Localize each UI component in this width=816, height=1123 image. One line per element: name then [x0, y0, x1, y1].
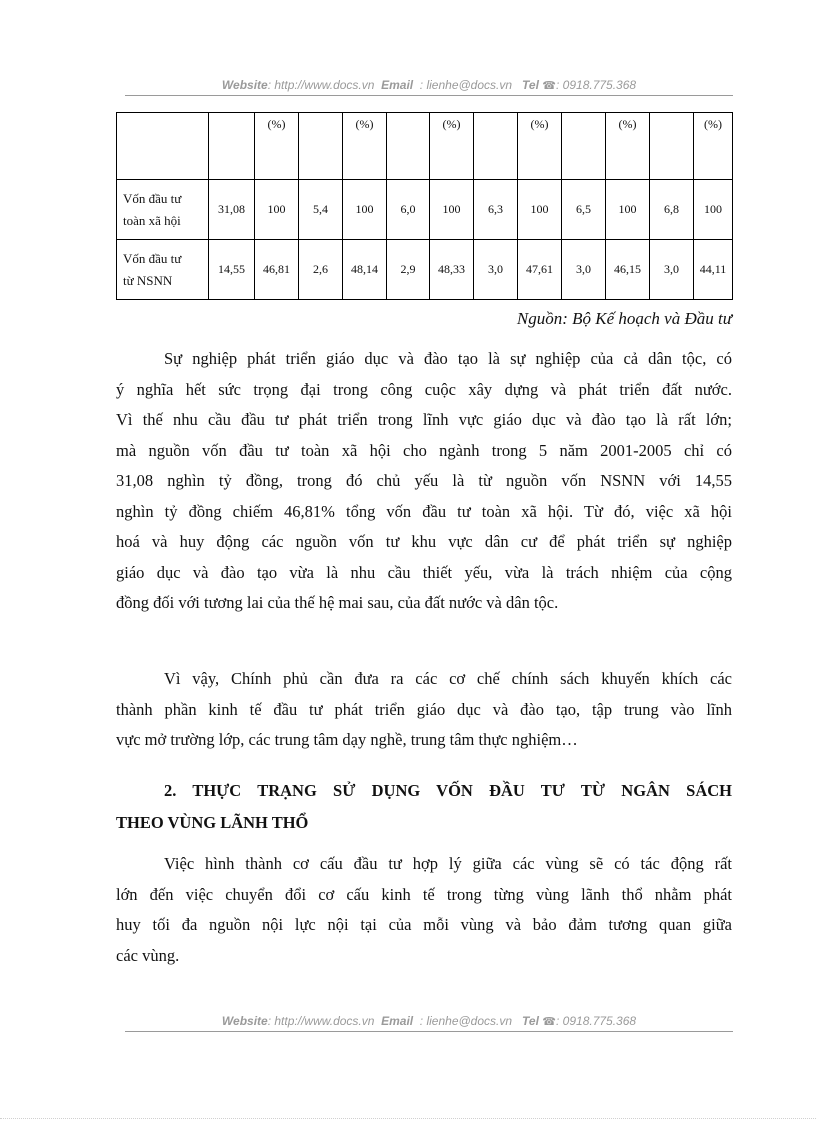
- table-cell: (%): [606, 113, 650, 180]
- investment-table: [116, 112, 733, 300]
- table-cell: 44,11: [694, 240, 733, 300]
- header-website-label: Website: [221, 78, 268, 92]
- table-cell: 6,5: [562, 180, 606, 240]
- text-line: 31,08 nghìn tỷ đồng, trong đó chủ yếu là từ nguồn vốn NSNN với 14,55: [116, 471, 732, 490]
- footer-website[interactable]: : http://www.docs.vn: [267, 1014, 375, 1028]
- table-row: [117, 240, 733, 300]
- table-cell: 100: [343, 180, 387, 240]
- table-header-row: [117, 113, 733, 180]
- table-cell: 100: [255, 180, 299, 240]
- text-line: huy tối đa nguồn nội lực nội tại của mỗi vùng và bảo đảm tương quan giữa: [116, 915, 732, 934]
- text-line: Việc hình thành cơ cấu đầu tư hợp lý giữa các vùng sẽ có tác động rất: [164, 854, 732, 873]
- header-tel: : 0918.775.368: [556, 78, 637, 92]
- telephone-icon: ☎: [542, 1016, 556, 1028]
- page-header: [125, 77, 733, 94]
- paragraph: [116, 849, 732, 971]
- table-cell: 100: [518, 180, 562, 240]
- table-cell: (%): [430, 113, 474, 180]
- telephone-icon: ☎: [542, 80, 556, 92]
- table-cell: (%): [694, 113, 733, 180]
- paragraph: [116, 664, 732, 756]
- paragraph: [116, 344, 732, 619]
- table-cell: [650, 113, 694, 180]
- header-email[interactable]: : lienhe@docs.vn: [419, 78, 513, 92]
- header-rule: [125, 95, 733, 96]
- text-line: thành phần kinh tế đầu tư phát triển giáo dục và đào tạo, tập trung vào lĩnh: [116, 699, 732, 719]
- table-cell: [299, 113, 343, 180]
- table-cell: 6,8: [650, 180, 694, 240]
- table-cell: 6,0: [387, 180, 430, 240]
- text-line: các vùng.: [116, 945, 180, 965]
- table-cell: 6,3: [474, 180, 518, 240]
- table-cell: [117, 113, 209, 180]
- row-label-line: Vốn đầu tư: [123, 190, 182, 206]
- text-line: Vì thế nhu cầu đầu tư phát triển trong lĩnh vực giáo dục và đào tạo là rất lớn;: [116, 410, 732, 429]
- table-cell: 2,9: [387, 240, 430, 300]
- table-cell: 100: [606, 180, 650, 240]
- text-line: hoá và huy động các nguồn vốn tư khu vực dân cư để phát triển sự nghiệp: [116, 532, 732, 551]
- heading-line: THEO VÙNG LÃNH THỔ: [116, 813, 309, 832]
- table-cell: 100: [430, 180, 474, 240]
- table-cell: 31,08: [209, 180, 255, 240]
- table-cell: 3,0: [562, 240, 606, 300]
- row-label-line: Vốn đầu tư: [123, 250, 182, 266]
- table-cell: 2,6: [299, 240, 343, 300]
- table-cell: [209, 113, 255, 180]
- text-line: nghìn tỷ đồng chiếm 46,81% tổng vốn đầu tư toàn xã hội. Từ đó, việc xã hội: [116, 501, 732, 521]
- text-line: giáo dục và đào tạo vừa là nhu cầu thiết yếu, vừa là trách nhiệm của cộng: [116, 562, 732, 582]
- table-cell: 47,61: [518, 240, 562, 300]
- table-cell: 5,4: [299, 180, 343, 240]
- text-line: vực mở trường lớp, các trung tâm dạy nghề, trung tâm thực nghiệm…: [116, 730, 578, 749]
- footer-tel: : 0918.775.368: [556, 1014, 637, 1028]
- table-cell: 3,0: [474, 240, 518, 300]
- page-bottom-divider: [0, 1118, 816, 1119]
- table-cell: [474, 113, 518, 180]
- text-line: lớn đến việc chuyển đổi cơ cấu kinh tế trong từng vùng lãnh thổ nhằm phát: [116, 884, 732, 904]
- footer-email-label: Email: [381, 1014, 414, 1028]
- table-cell: (%): [343, 113, 387, 180]
- header-website[interactable]: : http://www.docs.vn: [267, 78, 375, 92]
- text-line: đồng đối với tương lai của thế hệ mai sau, của đất nước và dân tộc.: [116, 593, 559, 612]
- row-label: [117, 240, 209, 300]
- table-source: Nguồn: Bộ Kế hoạch và Đầu tư: [516, 309, 732, 328]
- table-row: [117, 180, 733, 240]
- table-cell: 48,14: [343, 240, 387, 300]
- table-cell: (%): [518, 113, 562, 180]
- table-cell: 14,55: [209, 240, 255, 300]
- row-label: [117, 180, 209, 240]
- footer-tel-label: Tel: [522, 1014, 539, 1028]
- table-cell: 46,81: [255, 240, 299, 300]
- header-email-label: Email: [381, 78, 414, 92]
- page-footer: [125, 1013, 733, 1030]
- text-line: ý nghĩa hết sức trọng đại trong công cuộc xây dựng và phát triển đất nước.: [116, 379, 732, 399]
- footer-email[interactable]: : lienhe@docs.vn: [419, 1014, 513, 1028]
- section-heading: [116, 775, 732, 839]
- footer-rule: [125, 1031, 733, 1032]
- table-cell: 48,33: [430, 240, 474, 300]
- footer-website-label: Website: [221, 1014, 268, 1028]
- text-line: Sự nghiệp phát triển giáo dục và đào tạo là sự nghiệp của cả dân tộc, có: [164, 349, 732, 368]
- table-cell: (%): [255, 113, 299, 180]
- table-cell: [562, 113, 606, 180]
- table-cell: 100: [694, 180, 733, 240]
- row-label-line: toàn xã hội: [123, 212, 181, 228]
- table-cell: [387, 113, 430, 180]
- table-cell: 3,0: [650, 240, 694, 300]
- heading-line: 2. THỰC TRẠNG SỬ DỤNG VỐN ĐẦU TƯ TỪ NGÂN SÁCH: [164, 781, 732, 800]
- table-cell: 46,15: [606, 240, 650, 300]
- text-line: Vì vậy, Chính phủ cần đưa ra các cơ chế chính sách khuyến khích các: [164, 669, 732, 688]
- text-line: mà nguồn vốn đầu tư toàn xã hội cho ngành trong 5 năm 2001-2005 chỉ có: [116, 440, 732, 460]
- row-label-line: từ NSNN: [123, 272, 173, 288]
- header-tel-label: Tel: [522, 78, 539, 92]
